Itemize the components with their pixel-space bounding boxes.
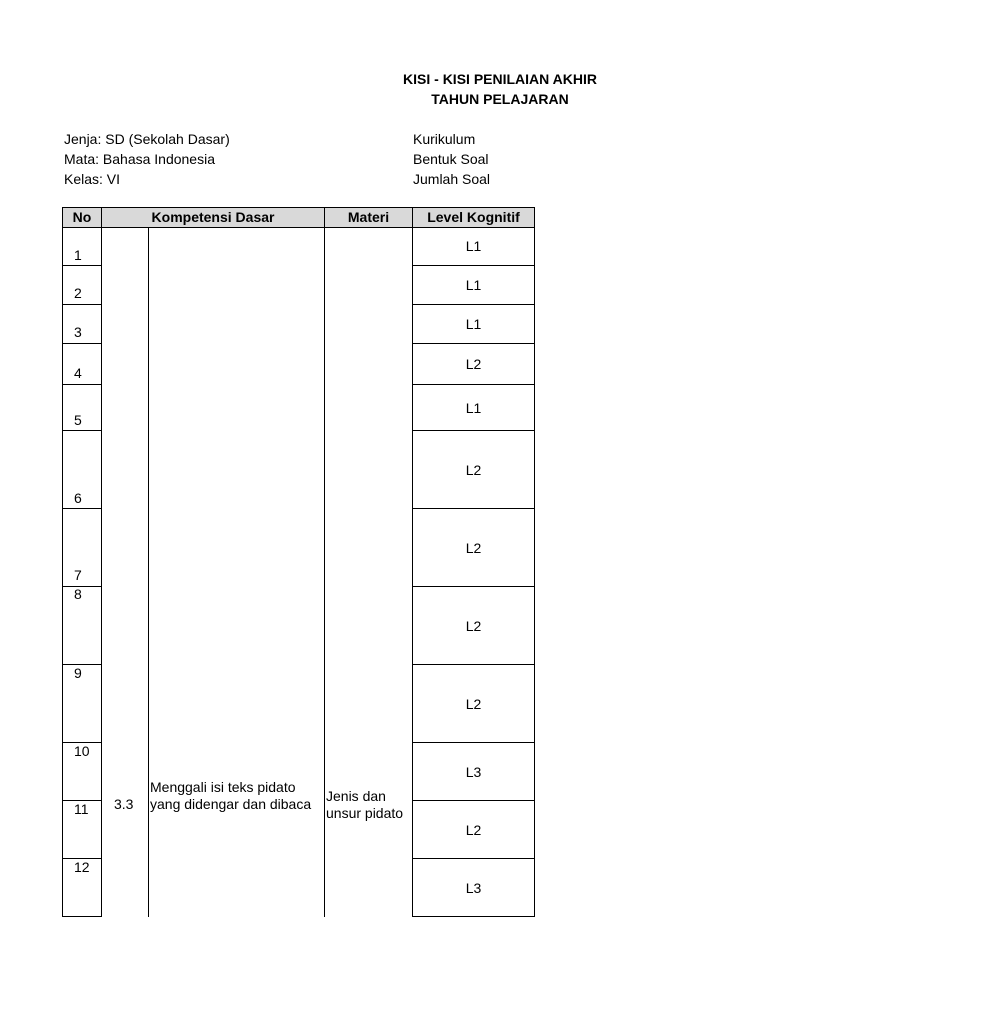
row-no: 11 xyxy=(74,801,89,817)
row-no: 7 xyxy=(74,567,82,583)
level-cell: L1 xyxy=(412,227,535,266)
header-materi: Materi xyxy=(324,207,413,228)
kd-code: 3.3 xyxy=(114,796,134,812)
row-no-cell xyxy=(62,304,102,344)
meta-mata-pelajaran xyxy=(64,150,215,168)
row-no-cell xyxy=(62,343,102,385)
level-cell: L2 xyxy=(412,664,535,743)
row-no-cell xyxy=(62,742,102,801)
row-no: 4 xyxy=(74,365,82,381)
row-no: 1 xyxy=(74,247,82,263)
row-no-cell xyxy=(62,800,102,859)
row-no-cell xyxy=(62,430,102,509)
header-kompetensi-dasar: Kompetensi Dasar xyxy=(101,207,325,228)
level-cell: L1 xyxy=(412,304,535,344)
level-cell: L2 xyxy=(412,508,535,587)
header-no: No xyxy=(62,207,102,228)
row-no: 10 xyxy=(74,743,90,759)
materi-text: Jenis dan unsur pidato xyxy=(326,788,404,821)
row-no-cell xyxy=(62,265,102,305)
level-cell: L3 xyxy=(412,858,535,917)
level-cell: L2 xyxy=(412,430,535,509)
row-no: 5 xyxy=(74,412,82,428)
document-title: KISI - KISI PENILAIAN AKHIR xyxy=(403,71,597,87)
row-no: 3 xyxy=(74,324,82,340)
row-no-cell xyxy=(62,664,102,743)
row-no: 8 xyxy=(74,586,82,602)
meta-jumlah-soal-label: Jumlah Soal xyxy=(413,171,491,187)
kd-code-cell xyxy=(101,227,149,917)
kd-text: Menggali isi teks pidato yang didengar dan dibaca xyxy=(150,779,312,812)
row-no-cell xyxy=(62,227,102,266)
academic-year-title: TAHUN PELAJARAN xyxy=(431,91,569,107)
row-no-cell xyxy=(62,384,102,431)
row-no: 12 xyxy=(74,859,90,875)
meta-bentuk-soal-label: Bentuk Soal xyxy=(413,151,489,167)
meta-value: : VI xyxy=(99,171,121,187)
level-cell: L1 xyxy=(412,265,535,305)
level-cell: L2 xyxy=(412,586,535,665)
meta-value: : Bahasa Indonesia xyxy=(95,151,215,167)
level-cell: L3 xyxy=(412,742,535,801)
row-no: 9 xyxy=(74,665,82,681)
row-no-cell xyxy=(62,858,102,917)
row-no: 2 xyxy=(74,285,82,301)
meta-jenjang xyxy=(64,130,230,148)
row-no-cell xyxy=(62,586,102,665)
meta-label: Jenja xyxy=(64,131,98,147)
level-cell: L1 xyxy=(412,384,535,431)
header-level-kognitif: Level Kognitif xyxy=(412,207,535,228)
materi-cell xyxy=(324,227,413,917)
meta-kelas xyxy=(64,170,120,188)
meta-value: : SD (Sekolah Dasar) xyxy=(97,131,230,147)
row-no-cell xyxy=(62,508,102,587)
kd-text-cell xyxy=(148,227,325,917)
meta-label: Mata xyxy=(64,151,96,167)
level-cell: L2 xyxy=(412,343,535,385)
meta-label: Kelas xyxy=(64,171,100,187)
row-no: 6 xyxy=(74,490,82,506)
level-cell: L2 xyxy=(412,800,535,859)
meta-kurikulum-label: Kurikulum xyxy=(413,131,476,147)
